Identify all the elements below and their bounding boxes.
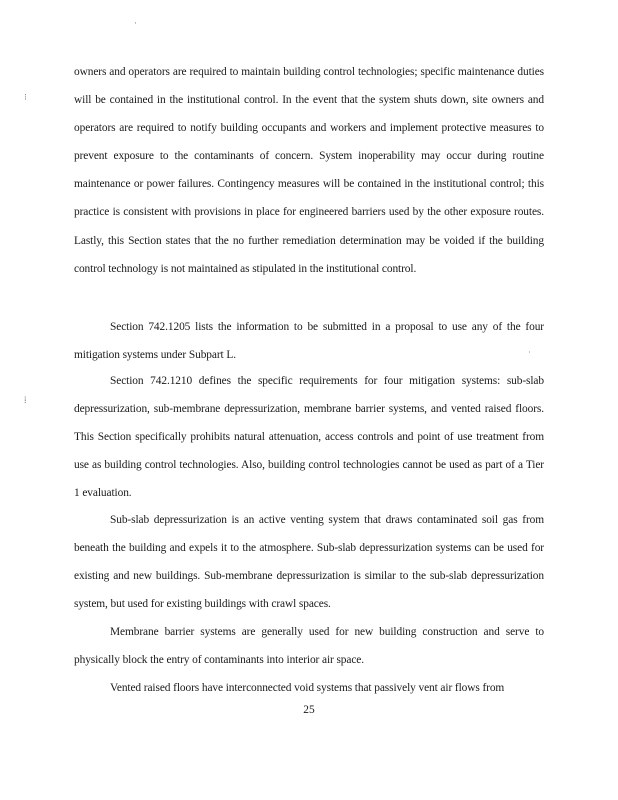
paragraph-section-742-1210	[74, 367, 544, 507]
paragraph-section-742-1205	[74, 313, 544, 369]
paragraph-text: Vented raised floors have interconnected void systems that passively vent air flows from	[110, 682, 505, 694]
scan-artifact: ⁝	[24, 92, 27, 102]
paragraph-continued	[74, 58, 544, 283]
page-number: 25	[303, 704, 315, 716]
paragraph-text: owners and operators are required to maintain building control technologies; specific maintenance duties will be contained in the institutional control. In the event that the system shuts down, site owners and operators are required to notify building occupants and workers and implement protective measures to prevent exposure to the contaminants of concern. System inoperability may occur during routine maintenance or power failures. Contingency measures will be contained in the institutional control; this practice is consistent with provisions in place for engineered barriers used by the other exposure routes. Lastly, this Section states that the no further remediation determination may be voided if the building control technology is not maintained as stipulated in the institutional control.	[74, 66, 544, 275]
paragraph-text: Section 742.1210 defines the specific requirements for four mitigation systems: sub-slab depressurization, sub-membrane depressurization, membrane barrier systems, and vented raised floors. This Section specifically prohibits natural attenuation, access controls and point of use treatment from use as building control technologies. Also, building control technologies cannot be used as part of a Tier 1 evaluation.	[74, 375, 544, 500]
paragraph-vented-floors	[74, 674, 544, 702]
paragraph-sub-slab	[74, 506, 544, 618]
scan-artifact: ⁞	[24, 395, 27, 405]
scan-artifact: ˙	[528, 350, 531, 360]
paragraph-text: Sub-slab depressurization is an active venting system that draws contaminated soil gas from beneath the building and expels it to the atmosphere. Sub-slab depressurization systems can be used for existing and new buildings. Sub-membrane depressurization is similar to the sub-slab depressurization system, but used for existing buildings with crawl spaces.	[74, 514, 544, 611]
paragraph-text: Membrane barrier systems are generally used for new building construction and serve to physically block the entry of contaminants into interior air space.	[74, 626, 544, 667]
scan-artifact: ·	[134, 18, 137, 28]
paragraph-membrane-barrier	[74, 618, 544, 674]
paragraph-text: Section 742.1205 lists the information to be submitted in a proposal to use any of the four mitigation systems under Subpart L.	[74, 321, 544, 362]
